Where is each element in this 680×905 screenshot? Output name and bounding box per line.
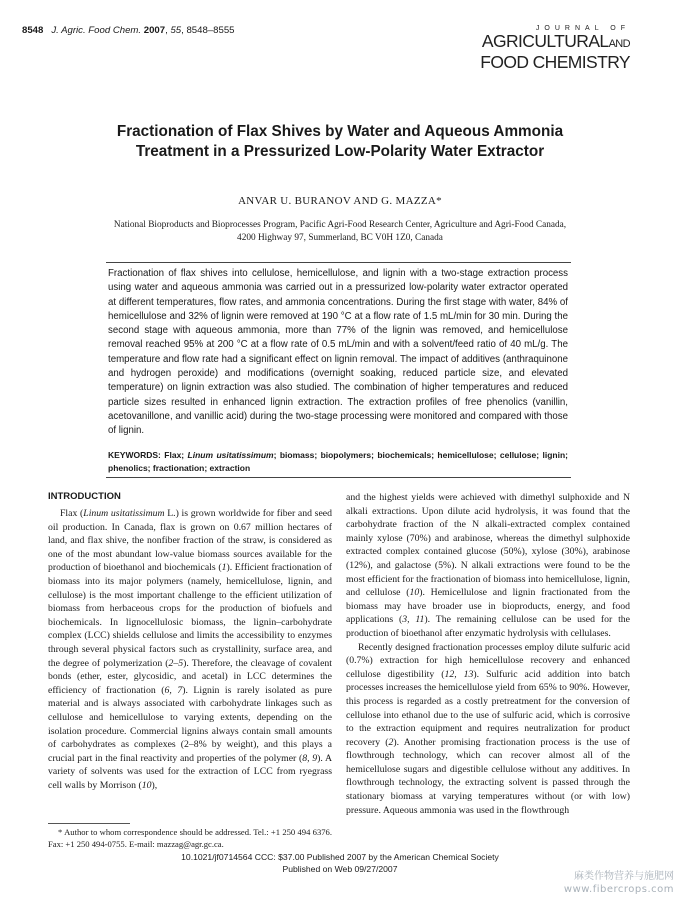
affiliation: National Bioproducts and Bioprocesses Program, Pacific Agri-Food Research Center, Agriculture and Agri-Food Canada, 4200 Highway 97, Summerland, BC V0H 1Z0, Canada (113, 220, 567, 243)
published-on-web: Published on Web 09/27/2007 (282, 864, 398, 874)
intro-paragraph-1-cont: and the highest yields were achieved with dimethyl sulphoxide and N alkali extractions. Upon dilute acid hydrolysis, it was found that the carbohydrate fraction of the N alkali-extracted complex contained mainly xylose (70%) and arabinose, whereas the dimethyl sulphoxide extracted complex contained glucose (50%), xylose (30%), arabinose (12%), and galactose (5%). N alkali extractions were found to be the most efficient for the fractionation of biomass into hemicellulose, lignin, and cellulose (10). Hemicellulose and lignin fractionated from the biomass may have broader use in bioproducts, energy, and food applications (3, 11). The remaining cellulose can be used for the production of bioethanol after enzymatic hydrolysis with cellulases. (346, 492, 631, 639)
citation: 6, 7 (164, 684, 183, 696)
journal-abbrev: J. Agric. Food Chem. (51, 25, 142, 36)
citation: 8, 9 (302, 752, 318, 764)
section-heading-introduction: INTRODUCTION (48, 491, 121, 502)
keywords: KEYWORDS: Flax; Linum usitatissimum; biomass; biopolymers; biochemicals; hemicellulose; cellulose; lignin; phenolics; fractionation; extraction (108, 450, 568, 473)
doi-line: 10.1021/jf0714564 CCC: $37.00 Published 2007 by the American Chemical Society (181, 852, 499, 862)
authors: ANVAR U. BURANOV AND G. MAZZA* (238, 195, 442, 207)
page-number: 8548 (22, 25, 44, 36)
citation: 10 (409, 587, 420, 599)
citation: 1 (221, 562, 227, 574)
citation: 3, 11 (402, 614, 425, 626)
citation: 12, 13 (444, 668, 474, 680)
footnote-rule (48, 823, 130, 824)
intro-paragraph-2: Recently designed fractionation processes employ dilute sulfuric acid (0.7%) extraction for high hemicellulose recovery and enhanced cellulose digestibility (12, 13). Sulfuric acid addition into batch processes increases the hemicellulose yield from 65% to 90%. However, this process is regarded as a costly pretreatment for the conversion of cellulose into ethanol due to the use of sulfuric acid, which is corrosive to the extraction equipment and requires neutralization for product recovery (2). Another promising fractionation process is the use of flowthrough technology, which can recover almost all of the hemicellulose sugars and digestible cellulose without any additives. In flowthrough technology, the extracting solvent is passed through the stationary biomass at varying temperatures without (or with low) pressure. Aqueous ammonia was used in the flowthrough (346, 641, 630, 816)
volume: 55 (170, 25, 182, 36)
site-watermark (564, 870, 674, 896)
citation: 2 (388, 736, 394, 748)
keywords-species: Linum usitatissimum (187, 450, 274, 460)
footnote: * Author to whom correspondence should be addressed. Tel.: +1 250 494 6376. Fax: +1 250 494-0755. E-mail: mazzag@agr.gc.ca. (48, 827, 332, 849)
journal-logo-line1: JOURNAL OF (535, 25, 630, 32)
citation: 10 (141, 779, 152, 791)
body-column-left (48, 507, 332, 792)
intro-paragraph-1: Flax (Linum usitatissimum L.) is grown worldwide for fiber and seed oil production. In Canada, flax is grown on 0.67 million hectares of land, and flax shive, the nonfiber fraction of the straw, is considered as one of the most abundant low-value biomass sources available for the production of bioethanol and biochemicals (1). Efficient fractionation of biomass into its major polymers (namely, hemicellulose, lignin, and cellulose) is the most important challenge to the efficient utilization of biomass from herbaceous crops for the production of biofuels and biochemicals. In lignocellulosic biomass, the lignin–carbohydrate complex (LCC) shields cellulose and limits the accessibility to enzymes through several physical factors such as crystallinity, surface area, and the degree of polymerization (2–5). Therefore, the cleavage of covalent bonds (ether, ester, glycosidic, and acetal) in LCC determines the efficiency of fractionation (6, 7). Lignin is rarely isolated as pure material and is always associated with carbohydrate linkages such as cellulose and hemicellulose to varying extents, depending on the isolation procedure. Commercial lignins always contain small amounts of carbohydrates as complexes (2–8% by weight), and this plays a crucial part in the final reactivity and properties of the polymer (8, 9). A variety of solvents was used for the extraction of LCC from ryegrass cell walls by Morrison (10), (48, 508, 332, 791)
page-range: 8548–8555 (186, 25, 235, 36)
journal-logo-line2: AGRICULTURALAND (481, 31, 630, 51)
abstract: Fractionation of flax shives into cellulose, hemicellulose, and lignin with a two-stage extraction process using water and aqueous ammonia was carried out in a pressurized low-polarity water extractor operated at different temperatures, flow rates, and ammonia concentrations. During the first stage with water, 84% of hemicellulose and 32% of lignin were removed at 190 °C at a flow rate of 1.5 mL/min for 30 min. During the second stage with aqueous ammonia, more than 77% of the lignin was removed, and hemicellulose removal reached 95% at 200 °C at a flow rate of 0.5 mL/min and with a solvent/feed ratio of 40 mL/g. The temperature and flow rate had a significant effect on lignin removal. The impact of additives (anthraquinone and hydrogen peroxide) and modifications (overnight soaking, reduced particle size, and elevated temperature) on lignin extraction was also studied. The combination of higher temperatures and reduced particle sizes resulted in enhanced lignin extraction. The extraction profiles of free phenolics (vanillin, acetovanillone, and vanillic acid) during the two-stage processing were monitored and compared with those of lignin. (108, 268, 568, 437)
running-header: 8548 J. Agric. Food Chem. 2007, 55, 8548–8555 (22, 25, 235, 36)
article-title: Fractionation of Flax Shives by Water and Aqueous Ammonia Treatment in a Pressurized Low-Polarity Water Extractor (116, 123, 564, 160)
year: 2007 (143, 25, 166, 36)
journal-logo-and: AND (608, 38, 630, 50)
watermark-url: www.fibercrops.com (563, 884, 674, 895)
watermark-chinese: 麻类作物营养与施肥网 (574, 871, 674, 882)
body-column-right (346, 491, 630, 817)
keywords-label: KEYWORDS: (108, 450, 161, 460)
journal-logo (480, 25, 630, 71)
journal-logo-line3: FOOD CHEMISTRY (480, 52, 630, 72)
citation: 2–5 (168, 657, 184, 669)
